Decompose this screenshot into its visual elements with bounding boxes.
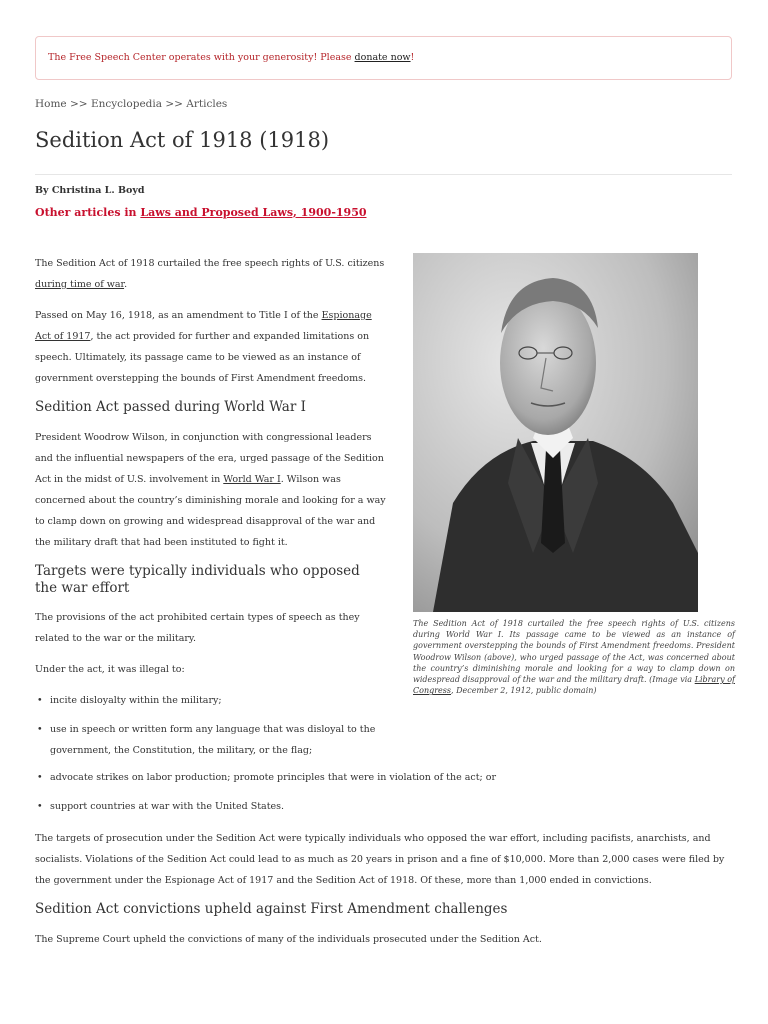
- section-heading-world-war: Sedition Act passed during World War I: [35, 399, 306, 415]
- notice-text: The Free Speech Center operates with your generosity! Please donate now!: [48, 52, 415, 63]
- breadcrumb-encyclopedia[interactable]: Encyclopedia: [90, 98, 163, 110]
- list-item: • incite disloyalty within the military;: [37, 695, 222, 706]
- image-caption: The Sedition Act of 1918 curtailed the free speech rights of U.S. citizens during World War I. Its passage came to be viewed as an instance of government overstepping the bounds of First Amendment freedoms. President Woodrow Wilson (above), who urged passage of the Act, was concerned about the country’s diminishing morale and looking for a way to clamp down on widespread disapproval of the war and the military draft. (Image via Library of Congress, December 2, 1912, public domain): [413, 619, 735, 696]
- category-link[interactable]: Laws and Proposed Laws, 1900-1950: [140, 206, 367, 219]
- page-title: Sedition Act of 1918 (1918): [35, 128, 330, 152]
- donate-now-link[interactable]: donate now: [354, 52, 411, 63]
- passage-paragraph: Passed on May 16, 1918, as an amendment to Title I of the Espionage Act of 1917, the act provided for further and expanded limitations on speech. Ultimately, its passage came to be viewed as an instance of government overstepping the bounds of First Amendment freedoms.: [35, 310, 372, 384]
- wilson-paragraph: President Woodrow Wilson, in conjunction with congressional leaders and the influential newspapers of the era, urged passage of the Sedition Act in the midst of U.S. involvement in World War I. Wilson was concerned about the country’s diminishing morale and looking for a way to clamp down on growing and widespread disapproval of the war and the military draft that had been instituted to fight it.: [35, 432, 386, 548]
- wilson-portrait-image: [413, 253, 698, 612]
- espionage-act-link[interactable]: Espionage Act of 1917: [35, 310, 372, 342]
- provisions-paragraph: The provisions of the act prohibited certain types of speech as they related to the war or the military.: [35, 612, 360, 644]
- breadcrumb: Home >> Encyclopedia >> Articles: [35, 98, 228, 110]
- section-heading-convictions: Sedition Act convictions upheld against First Amendment challenges: [35, 901, 508, 917]
- author-byline: By Christina L. Boyd: [35, 185, 145, 196]
- title-divider: [35, 174, 732, 175]
- list-item: • use in speech or written form any language that was disloyal to the government, the Constitution, the military, or the flag;: [37, 724, 376, 756]
- bullet-list-2: [35, 719, 385, 761]
- bullet-list-1: [35, 690, 375, 711]
- bullet-list-3: [35, 767, 735, 817]
- breadcrumb-home[interactable]: Home: [35, 98, 67, 110]
- prosecution-paragraph: The targets of prosecution under the Sedition Act were typically individuals who opposed the war effort, including pacifists, anarchists, and socialists. Violations of the Sedition Act could lead to as much as 20 years in prison and a fine of $10,000. More than 2,000 cases were filed by the government under the Espionage Act of 1917 and the Sedition Act of 1918. Of these, more than 1,000 ended in convictions.: [35, 833, 725, 886]
- world-war-i-link[interactable]: World War I: [223, 474, 281, 485]
- other-articles: Other articles in Laws and Proposed Laws, 1900-1950: [35, 206, 367, 219]
- list-item: • support countries at war with the United States.: [37, 801, 285, 812]
- list-item: • advocate strikes on labor production; promote principles that were in violation of the act; or: [37, 772, 497, 783]
- library-of-congress-link[interactable]: Library of Congress: [413, 675, 735, 696]
- breadcrumb-articles[interactable]: Articles: [186, 98, 228, 110]
- donation-notice: [35, 36, 732, 80]
- intro-paragraph: The Sedition Act of 1918 curtailed the free speech rights of U.S. citizens during time of war.: [35, 258, 385, 290]
- during-time-of-war-link[interactable]: during time of war: [35, 279, 125, 290]
- section-heading-targets: Targets were typically individuals who opposed the war effort: [35, 563, 360, 596]
- supreme-court-paragraph: The Supreme Court upheld the convictions of many of the individuals prosecuted under the Sedition Act.: [35, 934, 542, 945]
- illegal-intro: Under the act, it was illegal to:: [35, 664, 185, 675]
